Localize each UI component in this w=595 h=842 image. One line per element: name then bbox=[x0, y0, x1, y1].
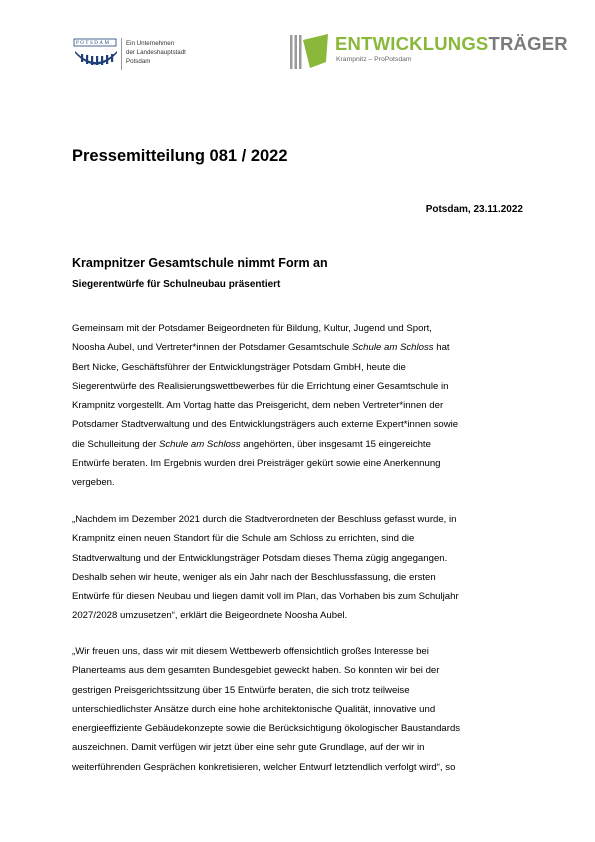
potsdam-wordmark: POTSDAM bbox=[76, 41, 111, 46]
text-line: vergeben. bbox=[72, 477, 115, 489]
entwicklungstraeger-logo bbox=[290, 32, 568, 72]
entwicklungstraeger-emblem-icon bbox=[290, 32, 332, 72]
logo-divider bbox=[121, 38, 122, 70]
paragraph-3 bbox=[72, 642, 530, 777]
text-segment: hat bbox=[433, 342, 450, 354]
text-line: Krampnitz einen neuen Standort für die Schule am Schloss zu errichten, sind die bbox=[72, 533, 415, 545]
text-line: weiterführenden Gesprächen konkretisieren, welcher Entwurf letztendlich verfolgt wird“, so bbox=[72, 761, 456, 773]
potsdam-logo-text bbox=[126, 39, 186, 66]
text-line: Deshalb sehen wir heute, weniger als ein Jahr nach der Beschlussfassung, die ersten bbox=[72, 571, 436, 583]
text-segment: die Schulleitung der bbox=[72, 438, 159, 450]
text-line: gestrigen Preisgerichtssitzung über 15 Entwürfe beraten, die sich trotz teilweise bbox=[72, 684, 410, 696]
text-line: „Wir freuen uns, dass wir mit diesem Wettbewerb offensichtlich großes Interesse bei bbox=[72, 646, 429, 657]
text-line: Planerteams aus dem gesamten Bundesgebiet geweckt haben. So konnten wir bei der bbox=[72, 665, 440, 677]
text-line: Krampnitz vorgestellt. Am Vortag hatte das Preisgericht, dem neben Vertreter*innen der bbox=[72, 400, 444, 412]
headline: Krampnitzer Gesamtschule nimmt Form an bbox=[72, 256, 328, 270]
brand-tagline: Krampnitz – ProPotsdam bbox=[336, 56, 412, 63]
document-title: Pressemitteilung 081 / 2022 bbox=[72, 147, 288, 165]
text-line: „Nachdem im Dezember 2021 durch die Stadtverordneten der Beschluss gefasst wurde, in bbox=[72, 514, 457, 525]
text-line: Potsdamer Stadtverwaltung und des Entwicklungsträgers auch externe Expert*innen sowie bbox=[72, 419, 459, 431]
text-line: Stadtverwaltung und der Entwicklungsträger Potsdam dieses Thema zügig angegangen. bbox=[72, 552, 448, 564]
document-date: Potsdam, 23.11.2022 bbox=[425, 204, 523, 215]
school-name: Schule am Schloss bbox=[351, 342, 434, 354]
subheadline: Siegerentwürfe für Schulneubau präsentiert bbox=[72, 279, 281, 290]
brand-rest: TRÄGER bbox=[488, 33, 568, 54]
text-line: Entwürfe für diesen Neubau und liegen damit voll im Plan, das Vorhaben bis zum Schuljahr bbox=[72, 591, 459, 603]
logo-line-3: Potsdam bbox=[126, 58, 151, 65]
text-line bbox=[72, 338, 530, 357]
text-line: auszeichnen. Damit verfügen wir jetzt über eine sehr gute Grundlage, auf der wir in bbox=[72, 742, 425, 754]
potsdam-logo bbox=[72, 38, 212, 76]
text-line: energieeffiziente Gebäudekonzepte sowie die Berücksichtigung ökologischer Baustandards bbox=[72, 723, 461, 735]
logo-line-1: Ein Unternehmen bbox=[126, 40, 175, 47]
paragraph-2 bbox=[72, 510, 530, 626]
brand-name bbox=[335, 33, 568, 55]
school-name: Schule am Schloss bbox=[158, 438, 241, 450]
text-line: unterschiedlichster Ansätze durch eine hohe architektonische Qualität, innovative und bbox=[72, 703, 436, 715]
text-line: Siegerentwürfe des Realisierungswettbewerbes für die Errichtung einer Gesamtschule in bbox=[72, 380, 449, 392]
text-line: 2027/2028 umzusetzen“, erklärt die Beigeordnete Noosha Aubel. bbox=[72, 610, 348, 622]
text-line: Entwürfe beraten. Im Ergebnis wurden drei Preisträger gekürt sowie eine Anerkennung bbox=[72, 458, 441, 470]
text-line: Gemeinsam mit der Potsdamer Beigeordneten für Bildung, Kultur, Jugend und Sport, bbox=[72, 323, 432, 334]
paragraph-1 bbox=[72, 319, 530, 493]
text-line bbox=[72, 435, 530, 454]
logo-line-2: der Landeshauptstadt bbox=[126, 49, 186, 56]
text-line: Bert Nicke, Geschäftsführer der Entwicklungsträger Potsdam GmbH, heute die bbox=[72, 361, 406, 373]
text-segment: angehörten, über insgesamt 15 eingereichte bbox=[240, 438, 431, 450]
text-segment: Noosha Aubel, und Vertreter*innen der Potsdamer Gesamtschule bbox=[72, 342, 352, 354]
brand-accent: ENTWICKLUNGS bbox=[335, 33, 489, 54]
